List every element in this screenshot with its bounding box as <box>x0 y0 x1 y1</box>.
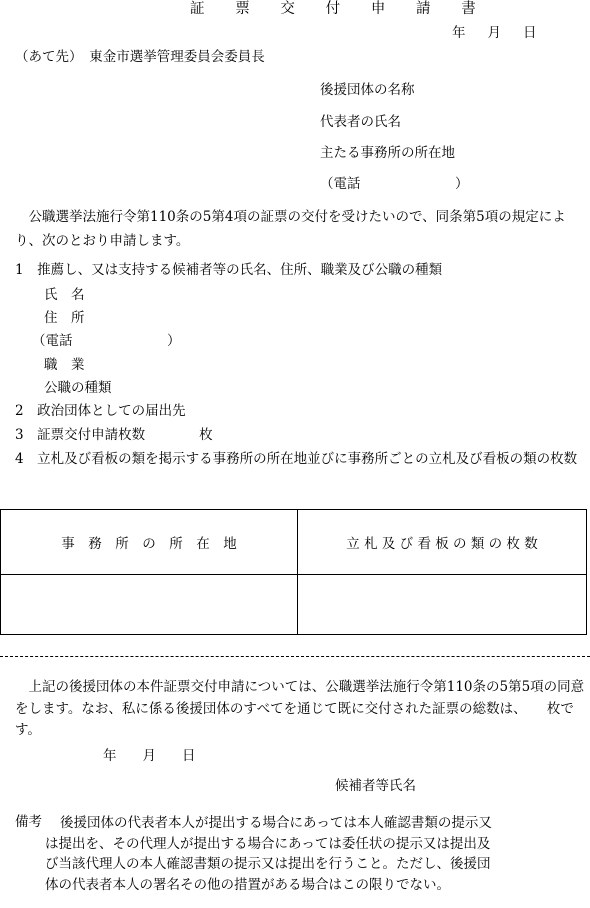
applicant-rep-name: 代表者の氏名 <box>320 114 401 130</box>
consent-year: 年 <box>103 748 117 764</box>
consent-day: 日 <box>182 748 196 764</box>
document-title: 証 票 交 付 申 請 書 <box>190 1 489 17</box>
section1-heading: 1 推薦し、又は支持する候補者等の氏名、住所、職業及び公職の種類 <box>15 262 443 278</box>
table-cell-sign-count[interactable] <box>298 575 587 635</box>
table-header-sign-count: 立 札 及 び 看 板 の 類 の 枚 数 <box>298 510 587 575</box>
section3-heading: 3 証票交付申請枚数 枚 <box>15 427 213 443</box>
candidate-office-type-label: 公職の種類 <box>44 380 112 396</box>
table-cell-office-address[interactable] <box>1 575 298 635</box>
consent-paragraph: 上記の後援団体の本件証票交付申請については、公職選挙法施行令第110条の5第5項の同意をします。なお、私に係る後援団体のすべてを通じて既に交付された証票の総数は、 枚です。 <box>15 679 585 738</box>
intro-paragraph: 公職選挙法施行令第110条の5第4項の証票の交付を受けたいので、同条第5項の規定により、次のとおり申請します。 <box>15 209 566 249</box>
applicant-office-address: 主たる事務所の所在地 <box>320 145 455 161</box>
divider-dashed <box>0 656 590 657</box>
section2-heading: 2 政治団体としての届出先 <box>15 403 186 419</box>
date-header <box>452 27 537 41</box>
remarks-text: 後援団体の代表者本人が提出する場合にあっては本人確認書類の提示又は提出を、その代理人が提出する場合にあっては委任状の提示又は提出及び当該代理人の本人確認書類の提示又は提出を行うこと。ただし、後援団体の代表者本人の署名その他の措置がある場合はこの限りでない。 <box>45 815 492 893</box>
table-header-office-address: 事 務 所 の 所 在 地 <box>1 510 298 575</box>
candidate-address-label: 住 所 <box>44 310 85 326</box>
candidate-name-label: 氏 名 <box>44 287 85 303</box>
candidate-phone-label: （電話 ） <box>32 333 181 349</box>
date-year: 年 <box>452 25 466 41</box>
addressee: （あて先） 東金市選挙管理委員会委員長 <box>15 49 265 65</box>
applicant-org-name: 後援団体の名称 <box>320 82 415 98</box>
date-month: 月 <box>487 25 501 41</box>
remarks-label: 備考 <box>15 814 42 830</box>
date-day: 日 <box>523 25 537 41</box>
consent-month: 月 <box>142 748 156 764</box>
office-sign-table <box>0 509 587 635</box>
applicant-phone: （電話 ） <box>320 176 469 192</box>
consent-date <box>103 750 196 764</box>
candidate-occupation-label: 職 業 <box>44 357 85 373</box>
candidate-signature-label: 候補者等氏名 <box>335 778 416 794</box>
section4-heading: 4 立札及び看板の類を掲示する事務所の所在地並びに事務所ごとの立札及び看板の類の枚数 <box>15 451 578 467</box>
